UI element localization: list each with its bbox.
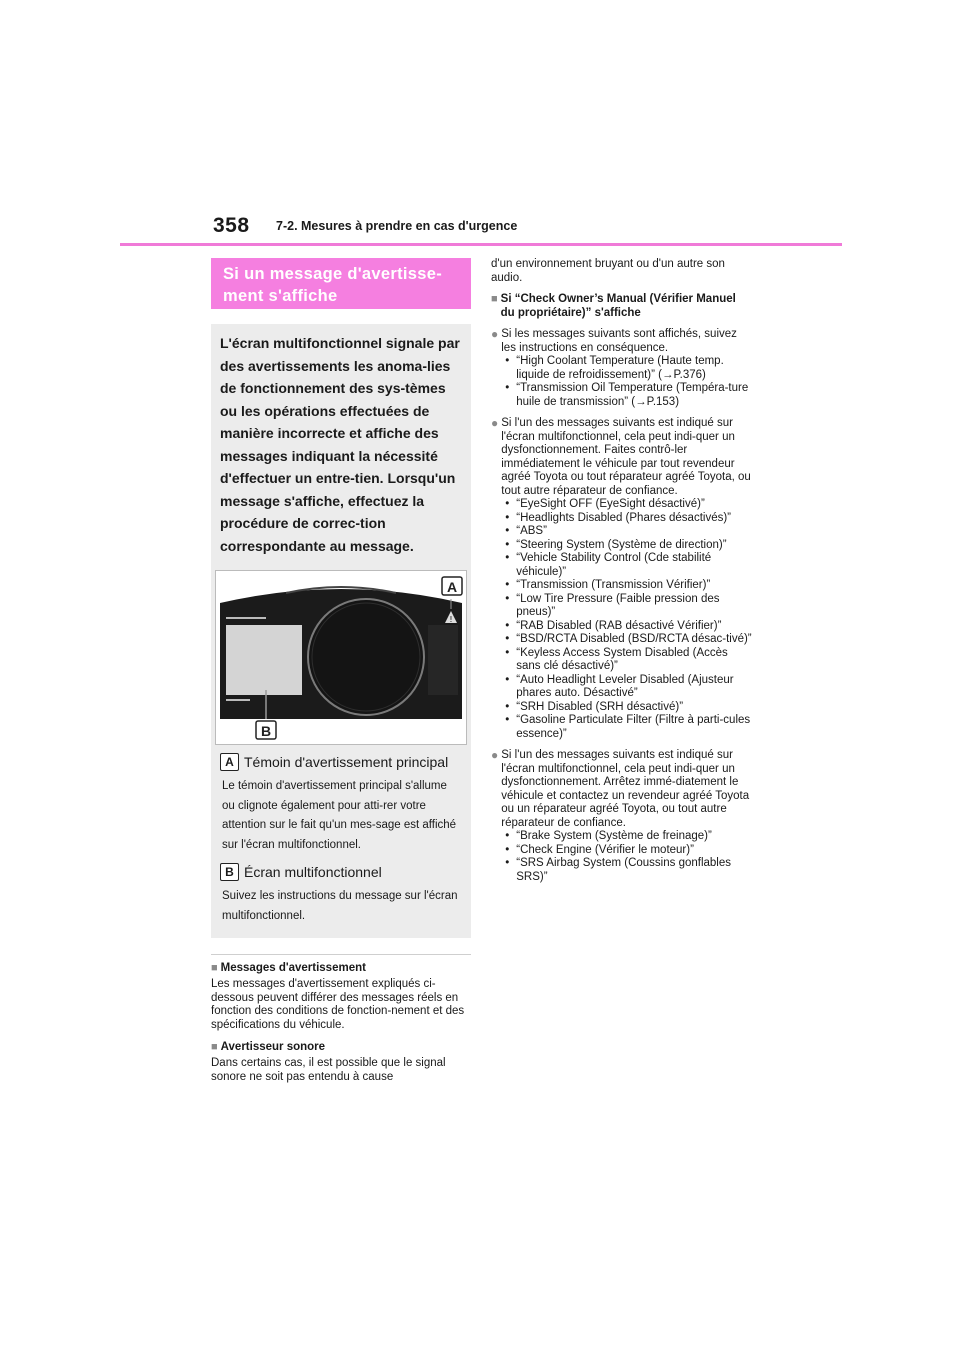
bullet-dot-icon: ● xyxy=(491,327,499,341)
list-item: • “Transmission (Transmission Vérifier)” xyxy=(501,579,753,593)
continuation-text: d'un environnement bruyant ou d'un autre son audio. xyxy=(491,258,725,284)
list-item: • “ABS” xyxy=(501,525,753,539)
badge-a: A xyxy=(220,753,239,771)
message-list xyxy=(501,355,753,409)
buzzer-heading: ■ Avertisseur sonore xyxy=(211,1041,326,1053)
bullet-text: Si les messages suivants sont affichés, suivez les instructions en conséquence. xyxy=(501,328,737,354)
svg-text:!: ! xyxy=(449,615,453,624)
instrument-cluster-figure xyxy=(215,570,467,745)
bullet-text: Si l'un des messages suivants est indiqué sur l'écran multifonctionnel, cela peut indi-quer un dysfonctionnement. Arrêtez immé-diatement le véhicule et contactez un revendeur agréé Toyota ou un réparateur agréé Toyota, ou tout autre réparateur de confiance. xyxy=(501,749,750,829)
list-item: • “High Coolant Temperature (Haute temp. liquide de refroidissement)” (→P.376) xyxy=(501,355,753,382)
messages-heading: ■ Messages d'avertissement xyxy=(211,962,366,974)
header-divider xyxy=(120,243,842,246)
bullet-dot-icon: ● xyxy=(491,748,499,762)
list-item: • “Vehicle Stability Control (Cde stabilité véhicule)” xyxy=(501,552,753,579)
list-item: • “Headlights Disabled (Phares désactivés)” xyxy=(501,512,753,526)
legend-b-title xyxy=(220,863,462,881)
list-item: • “Steering System (Système de direction)” xyxy=(501,539,753,553)
message-list xyxy=(501,830,753,884)
legend-b-label: Écran multifonctionnel xyxy=(244,864,382,880)
badge-b: B xyxy=(220,863,239,881)
left-column xyxy=(211,258,471,1084)
section-banner: Si un message d'avertisse-ment s'affiche xyxy=(211,258,471,309)
bullet-group xyxy=(491,749,753,884)
bullet-dot-icon: ● xyxy=(491,416,499,430)
bullet-group xyxy=(491,417,753,741)
messages-text: Les messages d'avertissement expliqués ci-dessous peuvent différer des messages réels en fonction des conditions de fonction-nement et des spécifications du véhicule. xyxy=(211,978,465,1031)
list-item: • “Brake System (Système de freinage)” xyxy=(501,830,753,844)
right-column xyxy=(491,258,753,884)
buzzer-title: Avertisseur sonore xyxy=(220,1041,326,1053)
legend-a-label: Témoin d'avertissement principal xyxy=(244,754,449,770)
info-box xyxy=(211,324,471,938)
legend-b-desc: Suivez les instructions du message sur l'écran multifonctionnel. xyxy=(222,890,458,922)
check-heading: ■ Si “Check Owner’s Manual (Vérifier Manuel du propriétaire)” s'affiche xyxy=(491,293,753,320)
message-groups xyxy=(491,328,753,884)
list-item: • “EyeSight OFF (EyeSight désactivé)” xyxy=(501,498,753,512)
list-item: • “SRH Disabled (SRH désactivé)” xyxy=(501,701,753,715)
check-title: Si “Check Owner’s Manual (Vérifier Manuel du propriétaire)” s'affiche xyxy=(500,293,736,319)
list-item: • “RAB Disabled (RAB désactivé Vérifier)” xyxy=(501,620,753,634)
buzzer-text: Dans certains cas, il est possible que le signal sonore ne soit pas entendu à cause xyxy=(211,1057,446,1083)
callout-a: A xyxy=(446,579,458,595)
bullet-text: Si l'un des messages suivants est indiqué sur l'écran multifonctionnel, cela peut indi-quer un dysfonctionnement. Faites contrô-ler immédiatement le véhicule par tout revendeur agréé Toyota ou tout réparateur agréé Toyota, ou tout autre réparateur de confiance. xyxy=(501,417,751,497)
legend xyxy=(211,753,471,926)
list-item: • “Keyless Access System Disabled (Accès sans clé désactivé)” xyxy=(501,647,753,674)
intro-text: L'écran multifonctionnel signale par des avertissements les anoma-lies de fonctionnement des sys-tèmes ou les opérations effectuées de manière incorrecte et affiche des messages indiquant la nécessité d'effectuer un entre-tien. Lorsqu'un message s'affiche, effectuez la procédure de correc-tion correspondante au message. xyxy=(220,335,460,554)
cluster-illustration xyxy=(216,571,466,744)
list-item: • “SRS Airbag System (Coussins gonflables SRS)” xyxy=(501,857,753,884)
list-item: • “BSD/RCTA Disabled (BSD/RCTA désac-tivé)” xyxy=(501,633,753,647)
list-item: • “Check Engine (Vérifier le moteur)” xyxy=(501,844,753,858)
bullet-group xyxy=(491,328,753,409)
legend-a-title xyxy=(220,753,462,771)
page-number: 358 xyxy=(213,214,250,237)
section-divider xyxy=(211,954,471,955)
messages-title: Messages d'avertissement xyxy=(220,962,366,974)
section-title: 7-2. Mesures à prendre en cas d'urgence xyxy=(276,219,518,233)
callout-b: B xyxy=(260,723,272,739)
message-list xyxy=(501,498,753,741)
list-item: • “Low Tire Pressure (Faible pression des pneus)” xyxy=(501,593,753,620)
legend-a-desc: Le témoin d'avertissement principal s'allume ou clignote également pour atti-rer votre attention sur le fait qu'un mes-sage est affiché sur l'écran multifonctionnel. xyxy=(222,780,457,851)
list-item: • “Gasoline Particulate Filter (Filtre à parti-cules essence)” xyxy=(501,714,753,741)
list-item: • “Auto Headlight Leveler Disabled (Ajusteur phares auto. Désactivé” xyxy=(501,674,753,701)
list-item: • “Transmission Oil Temperature (Tempéra-ture huile de transmission” (→P.153) xyxy=(501,382,753,409)
